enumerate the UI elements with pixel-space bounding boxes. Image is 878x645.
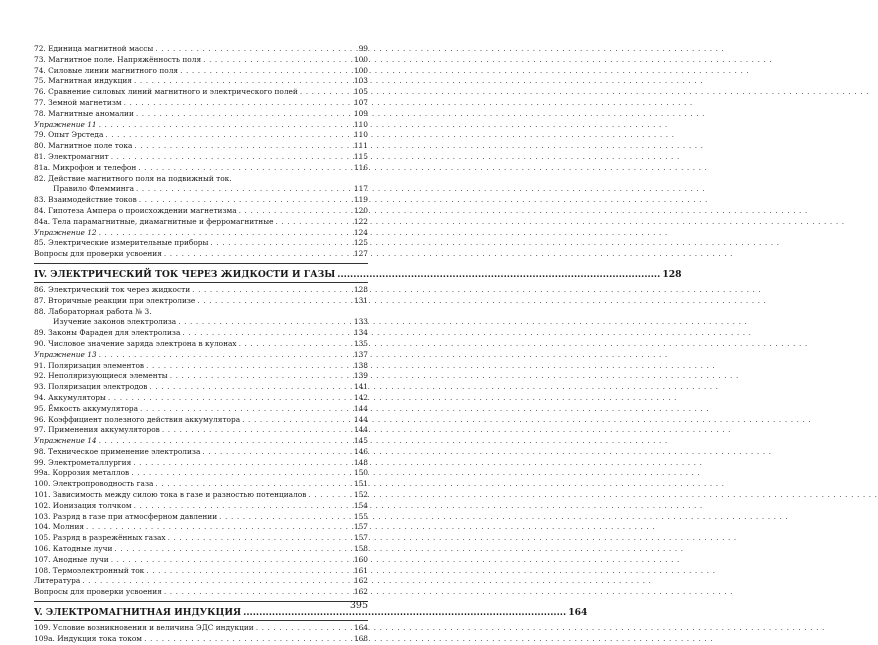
toc-entry <box>34 490 368 501</box>
dot-leader <box>99 120 352 131</box>
toc-entry <box>34 184 368 195</box>
toc-entry <box>34 317 368 328</box>
toc-entry <box>34 296 368 307</box>
toc-entry-page: 135 <box>353 338 368 348</box>
toc-entry <box>34 382 368 393</box>
dot-leader <box>99 228 352 239</box>
table-of-contents <box>34 44 682 645</box>
toc-entry-title: 81. Электромагнит <box>34 151 109 161</box>
toc-entry-page: 164 <box>568 607 588 619</box>
toc-entry-page: 144 <box>353 425 368 435</box>
toc-entry-page: 158 <box>353 544 368 554</box>
dot-leader <box>149 382 351 393</box>
dot-leader <box>275 217 351 228</box>
toc-entry-title: 107. Анодные лучи <box>34 554 109 564</box>
toc-entry-page: 133 <box>353 317 368 327</box>
toc-entry-title: 95. Ёмкость аккумулятора <box>34 403 139 413</box>
toc-entry-page: 155 <box>353 511 368 521</box>
dot-leader <box>82 576 352 587</box>
toc-entry <box>34 393 368 404</box>
toc-entry-page: 110 <box>353 119 368 129</box>
toc-entry-page: 160 <box>353 554 368 564</box>
toc-entry-page: 141 <box>353 382 368 392</box>
toc-entry-page: 151 <box>353 479 368 489</box>
dot-leader <box>134 501 352 512</box>
toc-entry-title: 81а. Микрофон и телефон <box>34 162 137 172</box>
toc-entry-title: Упражнение 14 <box>34 436 97 446</box>
toc-entry <box>34 249 368 260</box>
toc-entry-page: 150 <box>353 468 368 478</box>
toc-entry-title: Вопросы для проверки усвоения <box>34 249 162 259</box>
toc-entry-title: Упражнение 11 <box>34 119 97 129</box>
toc-entry <box>34 425 368 436</box>
toc-entry <box>34 404 368 415</box>
toc-entry-title: 93. Поляризация электродов <box>34 382 148 392</box>
toc-entry <box>34 98 368 109</box>
dot-leader <box>256 623 352 634</box>
toc-entry-title: 100. Электропроводность газа <box>34 479 154 489</box>
dot-leader <box>170 371 352 382</box>
toc-entry-page: 125 <box>353 238 368 248</box>
toc-entry-page: 152 <box>353 490 368 500</box>
toc-entry-page: 117 <box>353 184 368 194</box>
chapter-heading <box>34 606 588 619</box>
dot-leader <box>138 163 352 174</box>
toc-entry-page: 142 <box>353 392 368 402</box>
toc-entry-title: 94. Аккумуляторы <box>34 392 106 402</box>
dot-leader <box>192 285 352 296</box>
toc-entry <box>34 415 368 426</box>
toc-entry <box>34 120 368 131</box>
dot-leader <box>131 468 352 479</box>
dot-leader <box>308 490 351 501</box>
toc-entry-title: Упражнение 12 <box>34 227 97 237</box>
toc-entry-page: 110 <box>353 130 368 140</box>
toc-entry-page: 115 <box>353 151 368 161</box>
toc-entry-page: 100 <box>353 65 368 75</box>
page-number: 395 <box>349 600 368 611</box>
toc-entry <box>34 152 368 163</box>
dot-leader <box>99 350 352 361</box>
toc-entry-page: 146 <box>353 446 368 456</box>
dot-leader <box>155 479 352 490</box>
toc-entry-page: 128 <box>662 268 682 280</box>
toc-entry <box>34 501 368 512</box>
dot-leader <box>134 76 352 87</box>
toc-entry-page: 124 <box>353 227 368 237</box>
dot-leader <box>140 404 352 415</box>
dot-leader <box>168 533 352 544</box>
toc-entry <box>34 634 368 645</box>
toc-entry-page: 162 <box>353 576 368 586</box>
toc-entry-page: 128 <box>353 284 368 294</box>
toc-entry <box>34 76 368 87</box>
toc-entry-title: 108. Термоэлектронный ток <box>34 565 145 575</box>
toc-entry <box>34 44 368 55</box>
toc-entry <box>34 195 368 206</box>
dot-leader <box>108 393 352 404</box>
dot-leader <box>124 98 352 109</box>
toc-entry <box>34 109 368 120</box>
toc-entry <box>34 458 368 469</box>
toc-entry-page: 122 <box>353 216 368 226</box>
toc-entry-page: 161 <box>353 565 368 575</box>
dot-leader <box>210 238 351 249</box>
dot-leader <box>180 66 352 77</box>
toc-entry-title: 102. Ионизация толчком <box>34 500 132 510</box>
toc-entry-page: 157 <box>353 522 368 532</box>
chapter-rule <box>34 620 368 621</box>
toc-entry-title: Литература <box>34 576 81 586</box>
toc-entry <box>34 468 368 479</box>
toc-entry <box>34 130 368 141</box>
toc-entry-title: 105. Разряд в разрежённых газах <box>34 533 166 543</box>
toc-entry <box>34 141 368 152</box>
dot-leader <box>337 268 660 281</box>
toc-entry-title: 86. Электрический ток через жидкости <box>34 284 191 294</box>
dot-leader <box>146 361 352 372</box>
dot-leader <box>242 415 352 426</box>
dot-leader <box>134 141 352 152</box>
toc-entry-title: 104. Молния <box>34 522 85 532</box>
toc-entry-title: 101. Зависимость между силою тока в газе и разностью потенциалов <box>34 490 307 500</box>
toc-entry-title: 99а. Коррозия металлов <box>34 468 130 478</box>
toc-entry-title: 90. Числовое значение заряда электрона в кулонах <box>34 338 237 348</box>
toc-entry-title: 75. Магнитная индукция <box>34 76 132 86</box>
toc-entry <box>34 163 368 174</box>
dot-leader <box>164 587 352 598</box>
toc-entry <box>34 328 368 339</box>
toc-entry-page: 148 <box>353 457 368 467</box>
toc-entry-title: 79. Опыт Эрстеда <box>34 130 104 140</box>
toc-entry-page: 157 <box>353 533 368 543</box>
toc-entry <box>34 66 368 77</box>
chapter-rule <box>34 601 368 602</box>
dot-leader <box>111 152 352 163</box>
dot-leader <box>86 522 352 533</box>
dot-leader <box>139 195 352 206</box>
toc-entry-title: 78. Магнитные аномалии <box>34 108 134 118</box>
toc-entry-page: 103 <box>353 76 368 86</box>
toc-entry-page: 138 <box>353 360 368 370</box>
toc-entry <box>34 623 368 634</box>
toc-entry-page: 139 <box>353 371 368 381</box>
toc-entry-title: 80. Магнитное поле тока <box>34 141 133 151</box>
toc-entry-title: 103. Разряд в газе при атмосферном давлении <box>34 511 218 521</box>
dot-leader <box>114 544 351 555</box>
toc-entry-page: 105 <box>353 87 368 97</box>
toc-entry-page: 109 <box>353 108 368 118</box>
toc-entry <box>34 533 368 544</box>
toc-entry-title: 96. Коэффициент полезного действия аккумулятора <box>34 414 241 424</box>
toc-entry <box>34 206 368 217</box>
toc-entry-title: 85. Электрические измерительные приборы <box>34 238 209 248</box>
toc-entry-title: V. ЭЛЕКТРОМАГНИТНАЯ ИНДУКЦИЯ <box>34 607 242 619</box>
dot-leader <box>197 296 352 307</box>
toc-entry-page: 131 <box>353 295 368 305</box>
toc-entry-title: 76. Сравнение силовых линий магнитного и электрического полей <box>34 87 298 97</box>
toc-entry-title: 91. Поляризация элементов <box>34 360 145 370</box>
toc-entry <box>34 587 368 598</box>
dot-leader <box>144 634 352 645</box>
toc-entry-title: 72. Единица магнитной массы <box>34 44 154 53</box>
toc-entry <box>34 447 368 458</box>
toc-entry-page: 144 <box>353 414 368 424</box>
toc-entry-title: 89. Законы Фарадея для электролиза <box>34 328 181 338</box>
dot-leader <box>99 436 352 447</box>
dot-leader <box>136 184 352 195</box>
toc-entry-page: 111 <box>353 141 368 151</box>
toc-entry-title: Правило Флемминга <box>53 184 134 194</box>
toc-entry <box>34 522 368 533</box>
toc-entry-title: 99. Электрометаллургия <box>34 457 132 467</box>
toc-entry-title: 109. Условие возникновения и величина ЭДС индукции <box>34 623 254 633</box>
dot-leader <box>105 130 352 141</box>
dot-leader <box>300 87 352 98</box>
toc-entry <box>34 436 368 447</box>
toc-entry <box>34 285 368 296</box>
toc-entry-page: 145 <box>353 436 368 446</box>
toc-entry <box>34 479 368 490</box>
dot-leader <box>111 555 352 566</box>
toc-entry-title: 106. Катодные лучи <box>34 544 113 554</box>
toc-entry-title: 73. Магнитное поле. Напряжённость поля <box>34 54 202 64</box>
toc-entry-page: 120 <box>353 205 368 215</box>
toc-entry-title: 92. Неполяризующиеся элементы <box>34 371 168 381</box>
toc-entry-page: 162 <box>353 587 368 597</box>
toc-entry-title: 87. Вторичные реакции при электролизе <box>34 295 196 305</box>
toc-entry-title: 98. Техническое применение электролиза <box>34 446 201 456</box>
toc-entry <box>34 87 368 98</box>
dot-leader <box>219 512 352 523</box>
dot-leader <box>164 249 352 260</box>
toc-entry <box>34 307 368 318</box>
toc-entry-title: 77. Земной магнетизм <box>34 97 122 107</box>
toc-entry-title: Изучение законов электролиза <box>53 317 177 327</box>
toc-entry-page: 144 <box>353 403 368 413</box>
toc-entry-title: 82. Действие магнитного поля на подвижный ток. <box>34 173 232 183</box>
toc-entry-page: 119 <box>353 195 368 205</box>
dot-leader <box>202 447 352 458</box>
toc-entry <box>34 228 368 239</box>
dot-leader <box>133 458 352 469</box>
dot-leader <box>239 339 352 350</box>
dot-leader <box>239 206 352 217</box>
toc-entry-page: 168 <box>353 633 368 643</box>
toc-entry-title: 84а. Тела парамагнитные, диамагнитные и ферромагнитные <box>34 216 274 226</box>
toc-entry-title: 74. Силовые линии магнитного поля <box>34 65 179 75</box>
toc-entry <box>34 512 368 523</box>
dot-leader <box>182 328 352 339</box>
toc-entry <box>34 361 368 372</box>
toc-entry <box>34 174 368 185</box>
dot-leader <box>136 109 352 120</box>
toc-entry-title: Упражнение 13 <box>34 349 97 359</box>
toc-entry-title: 109а. Индукция тока током <box>34 633 143 643</box>
dot-leader <box>243 606 566 619</box>
toc-entry-page: 154 <box>353 500 368 510</box>
toc-entry <box>34 566 368 577</box>
toc-entry-title: 97. Применения аккумуляторов <box>34 425 160 435</box>
toc-entry-page: 134 <box>353 328 368 338</box>
toc-entry-title: 88. Лабораторная работа № 3. <box>34 306 152 316</box>
dot-leader <box>146 566 352 577</box>
toc-entry <box>34 350 368 361</box>
toc-entry-title: 83. Взаимодействие токов <box>34 195 137 205</box>
toc-entry-title: 84. Гипотеза Ампера о происхождении магнетизма <box>34 205 237 215</box>
toc-entry <box>34 555 368 566</box>
toc-entry-page: 137 <box>353 349 368 359</box>
toc-entry-page: 116 <box>353 162 368 172</box>
toc-entry <box>34 339 368 350</box>
dot-leader <box>203 55 352 66</box>
toc-entry <box>34 217 368 228</box>
toc-entry-page: 107 <box>353 97 368 107</box>
toc-entry-page: 127 <box>353 249 368 259</box>
chapter-heading <box>34 268 682 281</box>
toc-entry <box>34 371 368 382</box>
dot-leader <box>155 44 352 55</box>
toc-entry <box>34 544 368 555</box>
toc-entry-page: 164 <box>353 623 368 633</box>
chapter-rule <box>34 263 368 264</box>
dot-leader <box>162 425 352 436</box>
toc-entry-title: Вопросы для проверки усвоения <box>34 587 162 597</box>
toc-entry-title: IV. ЭЛЕКТРИЧЕСКИЙ ТОК ЧЕРЕЗ ЖИДКОСТИ И ГАЗЫ <box>34 268 336 280</box>
toc-entry <box>34 55 368 66</box>
chapter-rule <box>34 282 368 283</box>
toc-entry <box>34 576 368 587</box>
toc-entry-page: 100 <box>353 54 368 64</box>
toc-entry <box>34 238 368 249</box>
toc-entry-page: 99 <box>358 44 368 53</box>
dot-leader <box>178 317 352 328</box>
